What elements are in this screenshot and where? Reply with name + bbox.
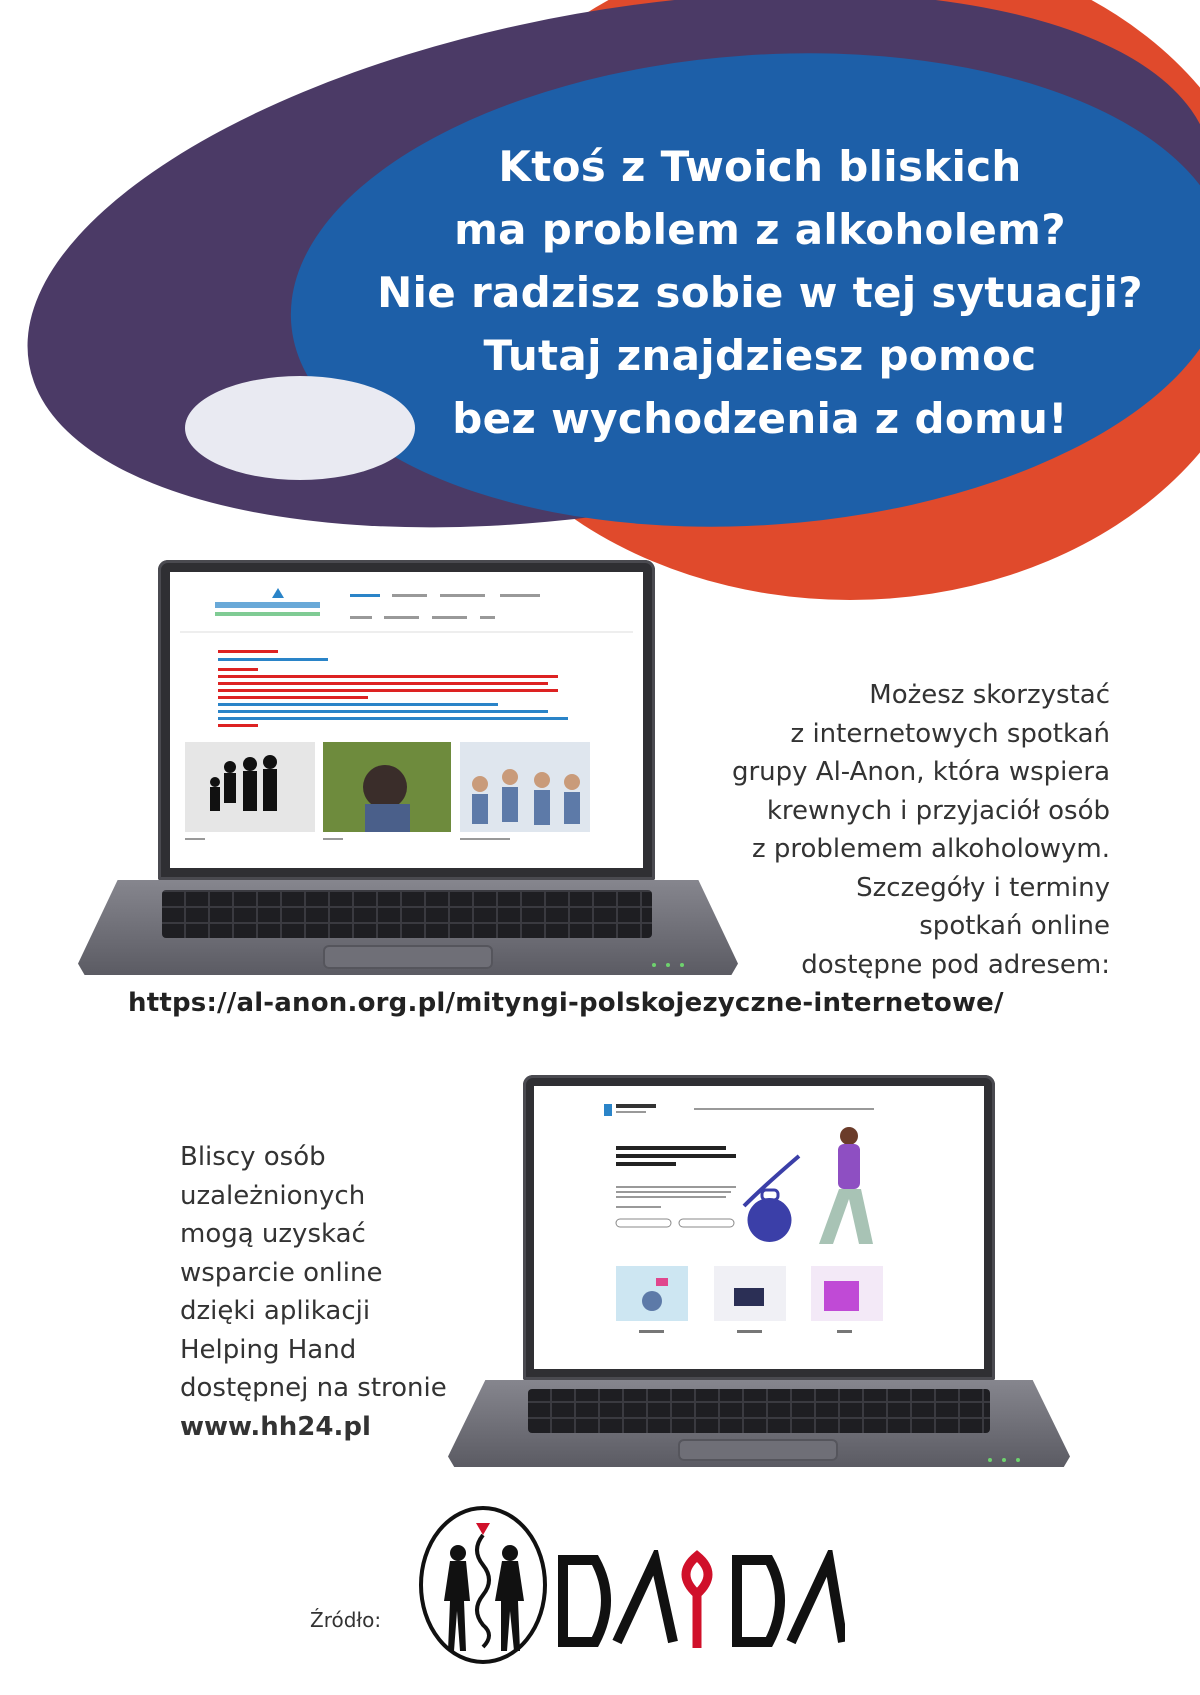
alanon-text-line: krewnych i przyjaciół osób	[766, 795, 1110, 826]
hh-text-line: uzależnionych	[180, 1180, 366, 1211]
alanon-text-line: z problemem alkoholowym.	[751, 834, 1110, 864]
helping-hand-website-screenshot	[534, 1086, 984, 1369]
laptop-keyboard	[528, 1389, 990, 1433]
website-mockup	[170, 572, 643, 868]
alanon-text-line: z internetowych spotkań	[790, 718, 1110, 749]
hh-url[interactable]: www.hh24.pl	[180, 1411, 371, 1442]
hh-text-line: mogą uzyskać	[180, 1219, 366, 1249]
alanon-text-line: Możesz skorzystać	[869, 680, 1110, 710]
website-mockup	[534, 1086, 984, 1369]
headline-line: Ktoś z Twoich bliskich	[498, 142, 1022, 191]
laptop-alanon	[78, 560, 738, 975]
alanon-logo-icon	[272, 588, 284, 598]
parpa-emblem-logo	[418, 1505, 548, 1665]
headline	[330, 135, 1190, 450]
parpa-logo-text: PARPA	[555, 1550, 559, 1551]
kettlebell-illustration	[748, 1198, 792, 1242]
hh-text-line: Bliscy osób	[180, 1142, 326, 1172]
alanon-text-line: grupy Al-Anon, która wspiera	[731, 757, 1110, 787]
laptop-touchpad	[678, 1439, 838, 1461]
laptop-helping-hand	[448, 1075, 1070, 1467]
hh-text-line: Helping Hand	[180, 1334, 357, 1365]
hh-logo-icon	[604, 1104, 612, 1116]
hh-text-line: wsparcie online	[180, 1257, 383, 1288]
alanon-website-screenshot	[170, 572, 643, 868]
laptop-indicator-lights	[988, 1447, 1030, 1466]
headline-line: Nie radzisz sobie w tej sytuacji?	[377, 268, 1143, 317]
laptop-touchpad	[323, 945, 493, 969]
alanon-description	[640, 676, 1110, 984]
woman-figure-illustration	[838, 1144, 860, 1189]
helping-hand-description	[180, 1138, 510, 1446]
headline-line: bez wychodzenia z domu!	[452, 394, 1068, 443]
alanon-url[interactable]: https://al-anon.org.pl/mityngi-polskojezyczne-internetowe/	[128, 988, 1004, 1018]
laptop-keyboard	[162, 890, 652, 938]
headline-line: Tutaj znajdziesz pomoc	[483, 331, 1037, 380]
headline-line: ma problem z alkoholem?	[454, 205, 1066, 254]
alanon-text-line: Szczegóły i terminy	[856, 872, 1110, 903]
source-label: Źródło:	[310, 1608, 382, 1632]
hh-text-line: dostępnej na stronie	[180, 1373, 447, 1403]
alanon-text-line: dostępne pod adresem:	[801, 949, 1110, 980]
parpa-wordmark-logo	[555, 1550, 845, 1650]
alanon-text-line: spotkań online	[919, 911, 1110, 941]
hh-text-line: dzięki aplikacji	[180, 1296, 371, 1326]
